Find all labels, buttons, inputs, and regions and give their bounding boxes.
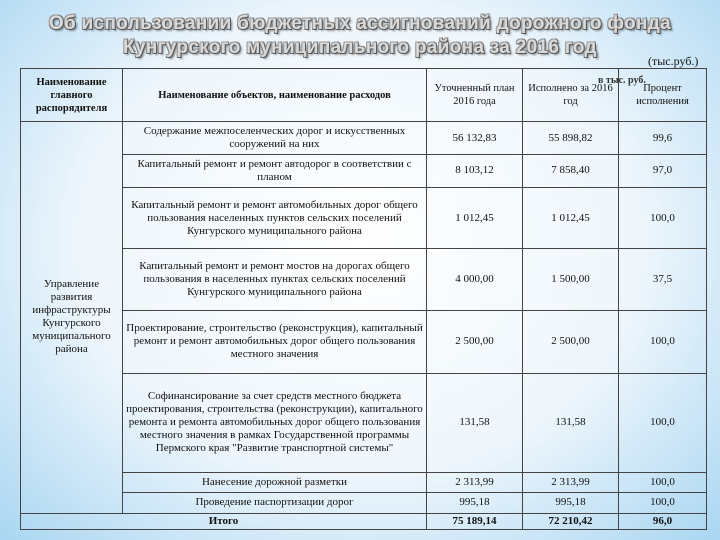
row-plan: 8 103,12 [427,155,523,188]
row-actual: 1 500,00 [523,249,619,310]
row-actual: 2 313,99 [523,472,619,492]
header-percent: Процент исполнения [619,69,707,122]
row-actual: 7 858,40 [523,155,619,188]
table-row [21,187,707,248]
row-plan: 995,18 [427,493,523,513]
title-line-1: Об использовании бюджетных ассигнований дорожного фонда [48,13,672,34]
table-row [21,493,707,513]
row-plan: 1 012,45 [427,187,523,248]
total-actual: 72 210,42 [523,513,619,529]
total-percent: 96,0 [619,513,707,529]
row-actual: 2 500,00 [523,310,619,374]
row-percent: 100,0 [619,187,707,248]
row-actual: 1 012,45 [523,187,619,248]
row-percent: 100,0 [619,374,707,472]
row-plan: 2 500,00 [427,310,523,374]
row-percent: 100,0 [619,493,707,513]
header-object: Наименование объектов, наименование расходов [123,69,427,122]
row-actual: 131,58 [523,374,619,472]
table-row [21,472,707,492]
row-name: Проектирование, строительство (реконструкция), капитальный ремонт и ремонт автомобильных дорог общего пользования местного значения [123,310,427,374]
row-percent: 97,0 [619,155,707,188]
header-actual: Исполнено за 2016 год [523,69,619,122]
row-name: Содержание межпоселенческих дорог и искусственных сооружений на них [123,122,427,155]
row-actual: 995,18 [523,493,619,513]
total-label: Итого [21,513,427,529]
row-plan: 2 313,99 [427,472,523,492]
total-row [21,513,707,529]
row-actual: 55 898,82 [523,122,619,155]
row-name: Капитальный ремонт и ремонт автодорог в соответствии с планом [123,155,427,188]
row-percent: 100,0 [619,472,707,492]
owner-cell: Управление развития инфраструктуры Кунгурского муниципального района [21,122,123,513]
table-row [21,122,707,155]
row-percent: 100,0 [619,310,707,374]
row-plan: 131,58 [427,374,523,472]
title-line-2: Кунгурского муниципального района за 2016 год [123,37,597,58]
budget-table [20,68,707,530]
row-plan: 56 132,83 [427,122,523,155]
header-owner: Наименование главного распорядителя [21,69,123,122]
table-row [21,310,707,374]
table-row [21,374,707,472]
total-plan: 75 189,14 [427,513,523,529]
row-name: Софинансирование за счет средств местного бюджета проектирования, строительства (реконструкции), капитального ремонта и ремонта автомобильных дорог общего пользования местного значения в рамках Государственной программы Пермского края "Развитие транспортной системы" [123,374,427,472]
row-percent: 99,6 [619,122,707,155]
row-name: Капитальный ремонт и ремонт мостов на дорогах общего пользования в населенных пунктах сельских поселений Кунгурского муниципального района [123,249,427,310]
row-name: Нанесение дорожной разметки [123,472,427,492]
table-row [21,155,707,188]
header-plan: Уточненный план 2016 года [427,69,523,122]
row-plan: 4 000,00 [427,249,523,310]
table-row [21,249,707,310]
page-title [0,12,720,60]
row-name: Капитальный ремонт и ремонт автомобильных дорог общего пользования населенных пунктов сельских поселений Кунгурского муниципального района [123,187,427,248]
row-percent: 37,5 [619,249,707,310]
row-name: Проведение паспортизации дорог [123,493,427,513]
unit-overlay: в тыс. руб. [598,75,646,86]
unit-note: (тыс.руб.) [648,54,699,68]
